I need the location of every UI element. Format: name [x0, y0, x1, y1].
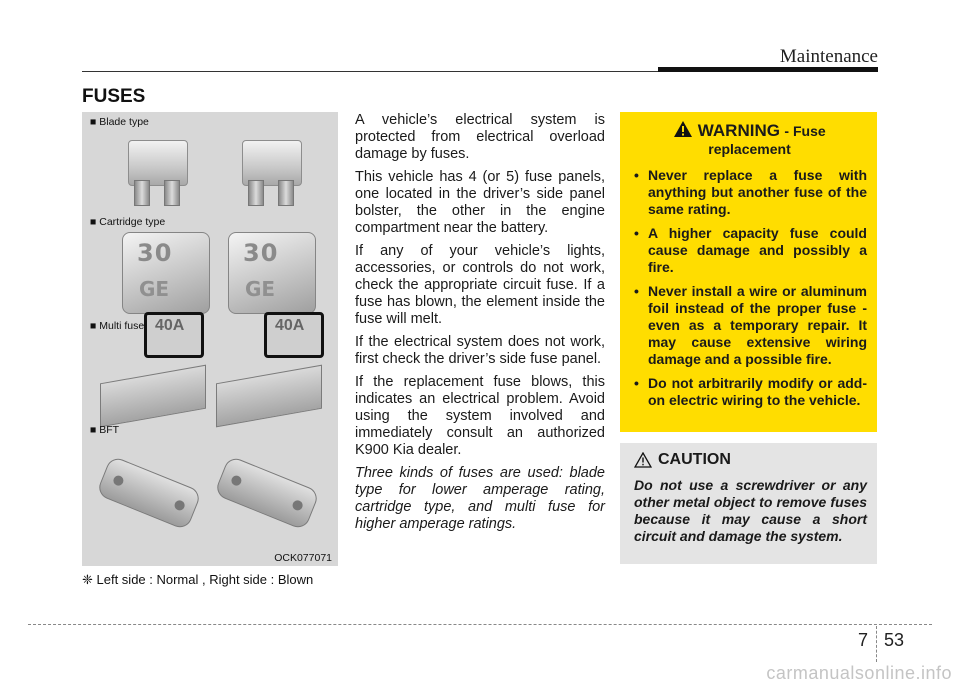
body-paragraph: If any of your vehicle’s lights, accessories, or controls do not work, check the appropriate circuit fuse. If a fuse has blown, the element inside the fuse will melt.: [355, 243, 605, 327]
page-number-divider: [876, 626, 877, 662]
figure-note: ❈ Left side : Normal , Right side : Blown: [82, 572, 314, 587]
cartridge-fuse-blown: [228, 232, 316, 314]
body-paragraph: This vehicle has 4 (or 5) fuse panels, one located in the driver’s side panel bolster, the other in the engine compartment near the battery.: [355, 169, 605, 236]
page-number: 53: [884, 630, 905, 650]
warning-item: • Never replace a fuse with anything but another fuse of the same rating.: [632, 167, 867, 218]
multi-fuse-callout-normal: [144, 312, 204, 358]
warning-title: WARNING: [697, 121, 780, 140]
caution-triangle-icon: [634, 452, 652, 468]
label-cartridge-type: ■ Cartridge type: [90, 216, 166, 228]
figure-code: OCK077071: [274, 552, 332, 564]
warning-header: [632, 120, 867, 159]
body-text: [355, 112, 605, 539]
multi-fuse-rating: 40A: [275, 317, 305, 334]
body-paragraph: If the electrical system does not work, first check the driver’s side fuse panel.: [355, 334, 605, 367]
cartridge-rating: 30: [243, 239, 279, 267]
warning-box: [620, 112, 877, 432]
running-header: Maintenance: [779, 46, 878, 67]
cartridge-fuse-normal: [122, 232, 210, 314]
section-title: FUSES: [82, 86, 146, 107]
header-rule: [82, 71, 660, 72]
label-multi-fuse: ■ Multi fuse: [90, 320, 145, 332]
body-paragraph: If the replacement fuse blows, this indicates an electrical problem. Avoid using the system involved and immediately consult an authorized K900 Kia dealer.: [355, 374, 605, 458]
body-paragraph: A vehicle’s electrical system is protected from electrical overload damage by fuses.: [355, 112, 605, 162]
blade-fuse-normal: [128, 140, 186, 204]
warning-subtitle: - Fuse replacement: [708, 123, 826, 157]
chapter-number: 7: [858, 630, 869, 650]
label-blade-type: ■ Blade type: [90, 116, 149, 128]
bft-fuse-blown: [214, 455, 321, 531]
bft-fuse-normal: [96, 455, 203, 531]
warning-item: • Never install a wire or aluminum foil instead of the proper fuse - even as a temporary repair. It may cause extensive wiring damage and a possible fire.: [632, 283, 867, 368]
multi-fuse-rating: 40A: [155, 317, 185, 334]
warning-item: • A higher capacity fuse could cause damage and possibly a fire.: [632, 225, 867, 276]
multi-fuse-blown: [216, 365, 322, 428]
caution-box: [620, 443, 877, 564]
cartridge-rating: 30: [137, 239, 173, 267]
warning-triangle-icon: [673, 120, 693, 138]
fuse-figure: [82, 112, 338, 566]
caution-title: CAUTION: [658, 451, 731, 468]
cartridge-marking: GE: [139, 277, 170, 301]
cartridge-marking: GE: [245, 277, 276, 301]
body-paragraph-italic: Three kinds of fuses are used: blade type for lower amperage rating, cartridge type, and multi fuse for higher amperage ratings.: [355, 465, 605, 532]
footer-rule: [28, 624, 932, 625]
warning-list: [632, 167, 867, 409]
blade-fuse-blown: [242, 140, 300, 204]
label-bft: ■ BFT: [90, 424, 120, 436]
multi-fuse-callout-blown: [264, 312, 324, 358]
caution-header: [634, 451, 867, 469]
warning-item: • Do not arbitrarily modify or add-on electric wiring to the vehicle.: [632, 375, 867, 409]
multi-fuse-normal: [100, 365, 206, 428]
caution-text: Do not use a screwdriver or any other metal object to remove fuses because it may cause a short circuit and damage the system.: [634, 477, 867, 544]
header-rule-accent: [658, 67, 878, 72]
watermark: carmanualsonline.info: [766, 663, 952, 683]
